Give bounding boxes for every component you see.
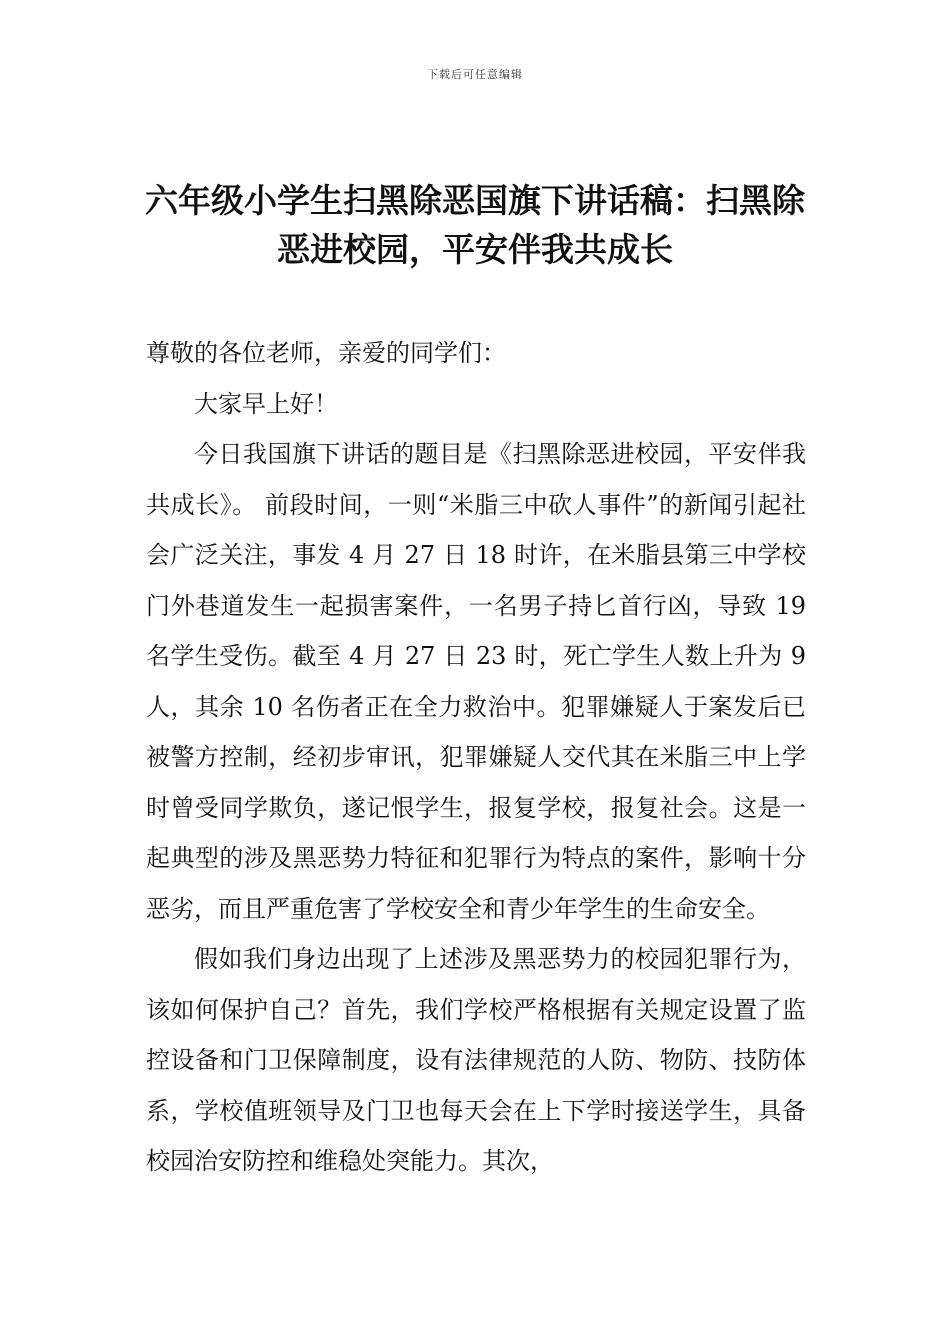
salutation: 尊敬的各位老师，亲爱的同学们：	[146, 339, 506, 367]
greeting: 大家早上好！	[194, 389, 338, 418]
paragraph-1: 今日我国旗下讲话的题目是《扫黑除恶进校园，平安伴我共成长》。 前段时间，一则“米脂三中砍人事件”的新闻引起社会广泛关注，事发 4 月 27 日 18 时许，在米脂县第三中学校门外巷道发生一起损害案件，一名男子持匕首行凶，导致 19 名学生受伤。截至 4 月 27 日 23 时，死亡学生人数上升为 9 人，其余 10 名伤者正在全力救治中。犯罪嫌疑人于案发后已被警方控制，经初步审讯，犯罪嫌疑人交代其在米脂三中上学时曾受同学欺负，遂记恨学生，报复学校，报复社会。这是一起典型的涉及黑恶势力特征和犯罪行为特点的案件，影响十分恶劣，而且严重危害了学校安全和青少年学生的生命安全。	[146, 440, 806, 923]
document-title: 六年级小学生扫黑除恶国旗下讲话稿：扫黑除恶进校园，平安伴我共成长	[145, 181, 805, 269]
speech-body	[146, 328, 806, 1187]
header-note: 下载后可任意编辑	[427, 68, 523, 81]
paragraph-2: 假如我们身边出现了上述涉及黑恶势力的校园犯罪行为，该如何保护自己？首先，我们学校严格根据有关规定设置了监控设备和门卫保障制度，设有法律规范的人防、物防、技防体系，学校值班领导及门卫也每天会在上下学时接送学生，具备校园治安防控和维稳处突能力。其次，	[146, 945, 806, 1175]
